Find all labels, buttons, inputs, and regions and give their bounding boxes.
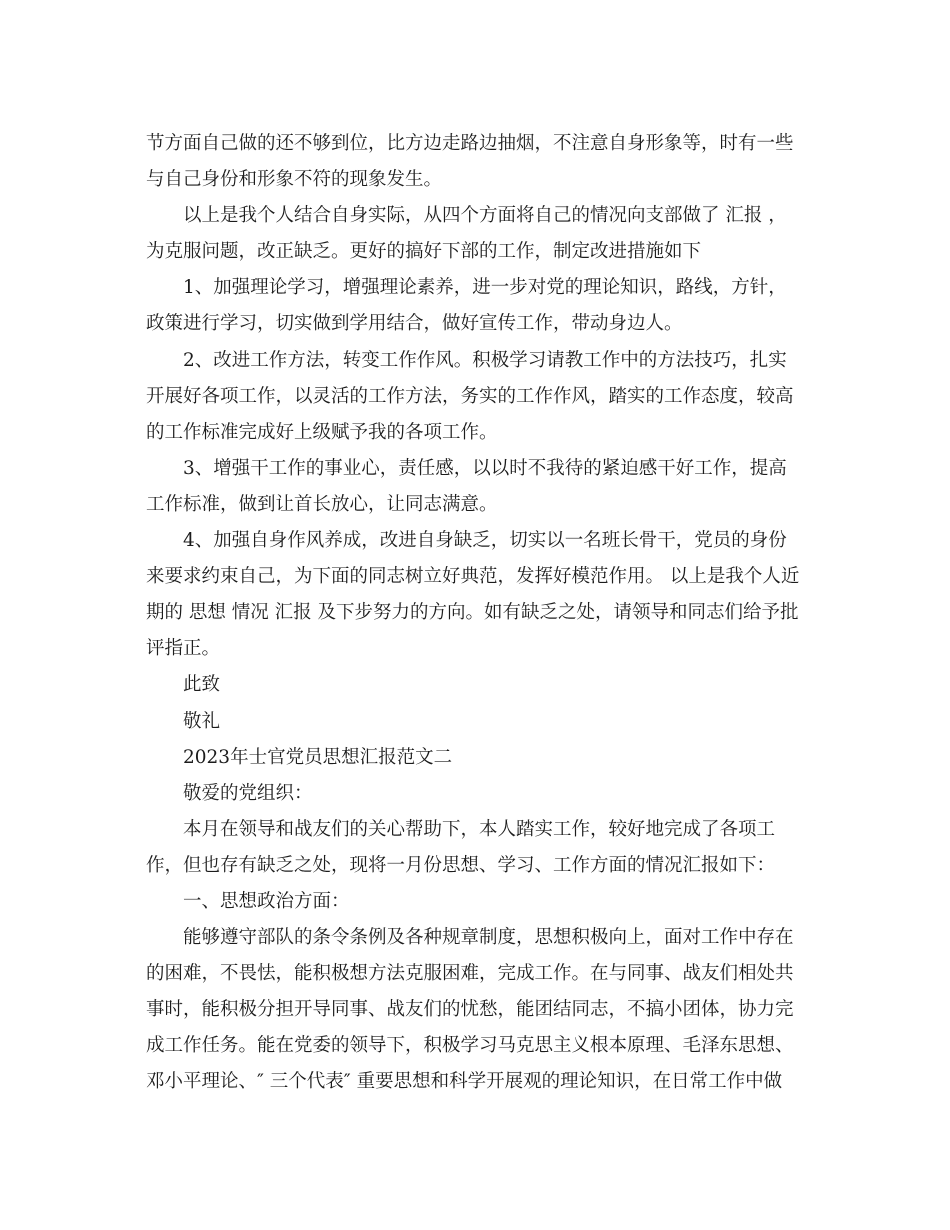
text-line: 开展好各项工作，以灵活的工作方法，务实的工作作风，踏实的工作态度，较高 [146,385,794,407]
closing-regards: 敬礼 [183,710,221,732]
text-line: 作，但也存有缺乏之处，现将一月份思想、学习、工作方面的情况汇报如下： [146,854,776,876]
paragraph-start: 以上是我个人结合自身实际，从四个方面将自己的情况向支部做了 汇报 ， [183,205,787,227]
list-item-3: 3、增强干工作的事业心，责任感，以以时不我待的紧迫感干好工作，提高 [183,457,787,479]
list-item-2: 2、改进工作方法，转变工作作风。积极学习请教工作中的方法技巧，扎实 [183,349,787,371]
text-line: 节方面自己做的还不够到位，比方边走路边抽烟，不注意自身形象等，时有一些 [146,133,794,154]
text-line: 为克服问题，改正缺乏。更好的搞好下部的工作，制定改进措施如下 [146,241,702,263]
text-line: 成工作任务。能在党委的领导下，积极学习马克思主义根本原理、毛泽东思想、 [146,1035,794,1057]
greeting: 敬爱的党组织： [183,782,313,804]
section-title: 2023年士官党员思想汇报范文二 [183,746,453,768]
text-line: 邓小平理论、″ 三个代表″ 重要思想和科学开展观的理论知识，在日常工作中做 [146,1071,783,1093]
text-line: 的工作标准完成好上级赋予我的各项工作。 [146,421,498,443]
text-line: 工作标准，做到让首长放心，让同志满意。 [146,493,498,515]
closing-salutation: 此致 [183,674,221,696]
paragraph-start: 本月在领导和战友们的关心帮助下，本人踏实工作，较好地完成了各项工 [183,818,776,840]
text-line: 的困难，不畏怯，能积极想方法克服困难，完成工作。在与同事、战友们相处共 [146,963,794,985]
list-item-1: 1、加强理论学习，增强理论素养，进一步对党的理论知识，路线，方针， [183,277,787,299]
paragraph-start: 能够遵守部队的条令条例及各种规章制度，思想积极向上，面对工作中存在 [183,927,794,949]
document-body [146,126,806,1101]
text-line: 来要求约束自己，为下面的同志树立好典范，发挥好模范作用。 以上是我个人近 [146,566,800,588]
section-heading: 一、思想政治方面： [183,890,350,912]
list-item-4: 4、加强自身作风养成，改进自身缺乏，切实以一名班长骨干，党员的身份 [183,530,787,552]
text-line: 事时，能积极分担开导同事、战友们的忧愁，能团结同志，不搞小团体，协力完 [146,999,794,1021]
text-line: 政策进行学习，切实做到学用结合，做好宣传工作，带动身边人。 [146,313,683,335]
text-line: 期的 思想 情况 汇报 及下步努力的方向。如有缺乏之处，请领导和同志们给予批 [146,602,799,624]
text-line: 评指正。 [146,638,221,660]
text-line: 与自己身份和形象不符的现象发生。 [146,169,443,191]
